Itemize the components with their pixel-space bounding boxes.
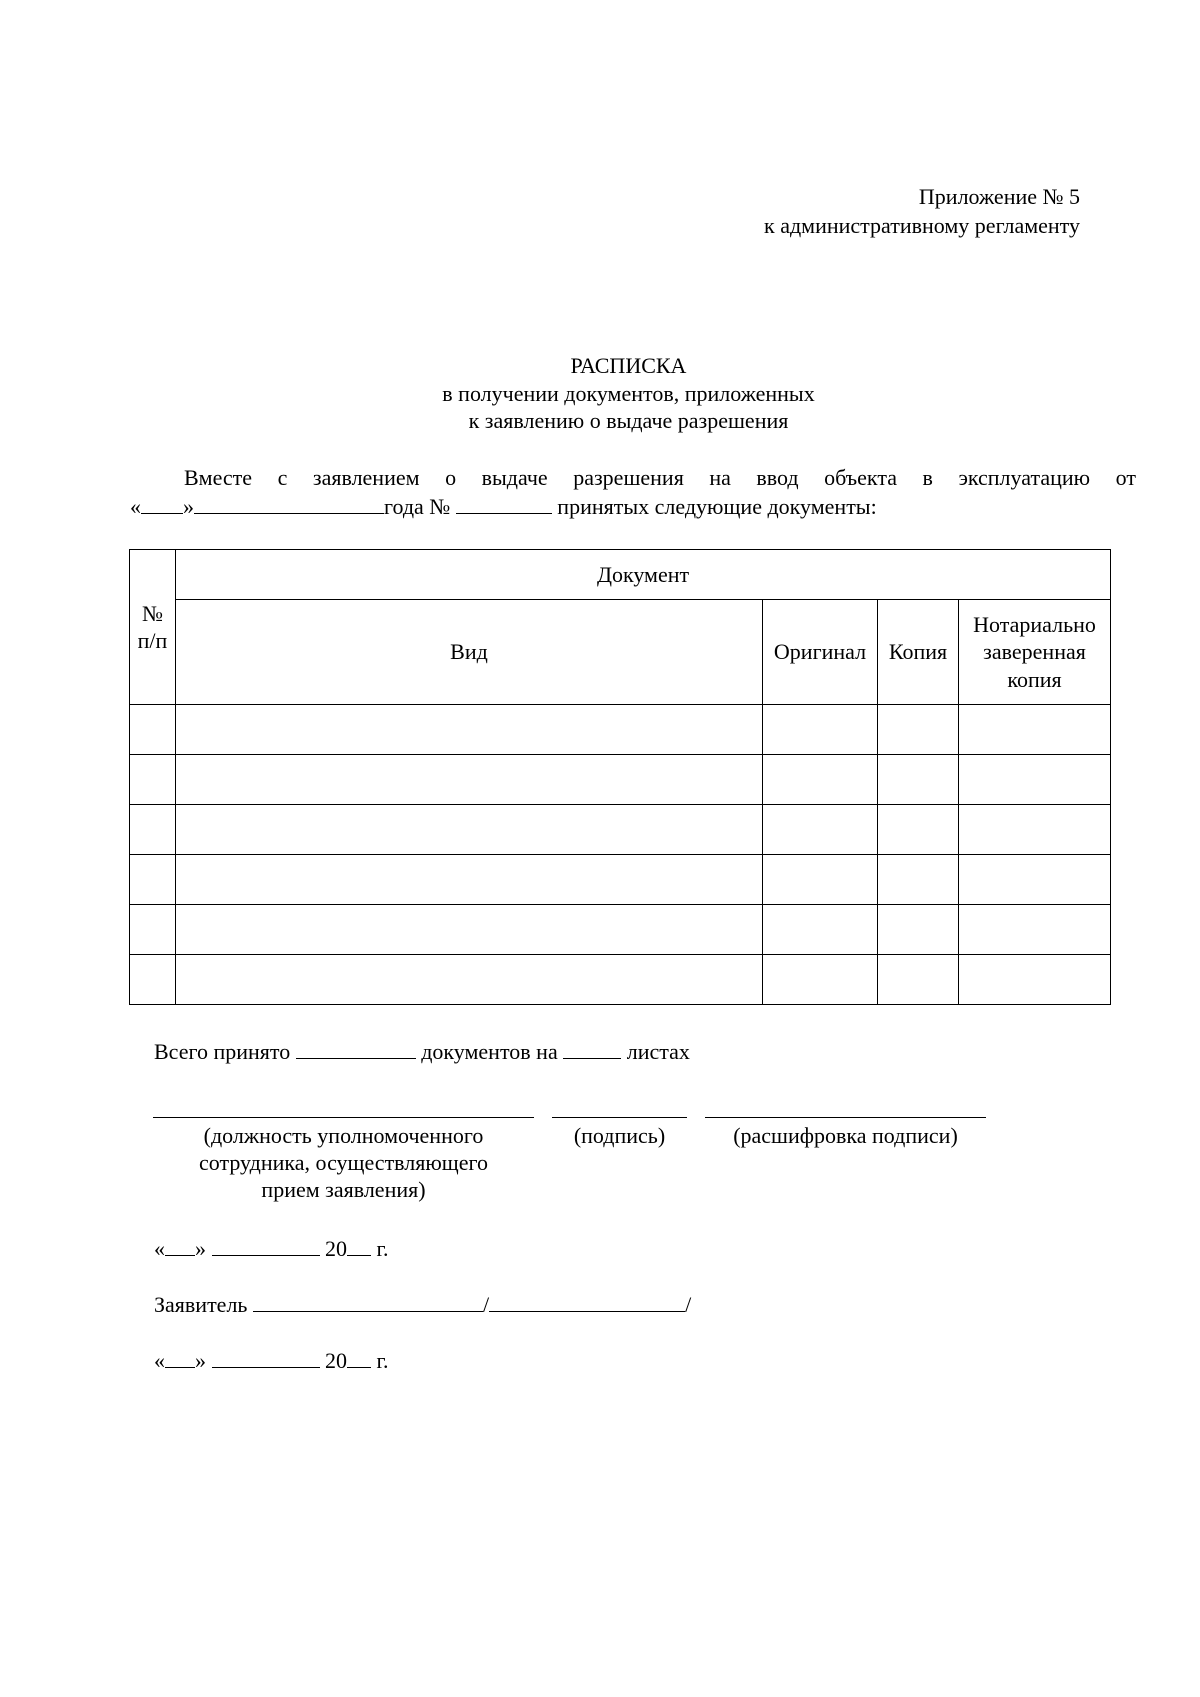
- table-row: [130, 755, 1111, 805]
- applicant-separator: /: [685, 1292, 692, 1317]
- row-kind-cell[interactable]: [176, 705, 763, 755]
- row-kind-cell[interactable]: [176, 755, 763, 805]
- date-close-quote: »: [183, 494, 194, 519]
- intro-word: с: [277, 465, 288, 490]
- intro-word: от: [1115, 465, 1136, 490]
- applicant-line: [154, 1293, 691, 1316]
- intro-line-2: [130, 495, 877, 518]
- number-blank: [456, 495, 552, 514]
- day-blank[interactable]: [165, 1237, 195, 1256]
- row-num-cell[interactable]: [130, 705, 176, 755]
- signature-caption: (подпись): [573, 1123, 666, 1148]
- row-copy-cell[interactable]: [878, 855, 959, 905]
- sheets-count-blank[interactable]: [563, 1040, 621, 1059]
- document-subtitle-2: к заявлению о выдаче разрешения: [468, 408, 789, 433]
- year-blank[interactable]: [347, 1237, 371, 1256]
- appendix-number: Приложение № 5: [918, 184, 1080, 209]
- date-open-quote: «: [154, 1236, 165, 1261]
- num-header: [130, 550, 176, 705]
- signature-line[interactable]: [552, 1117, 687, 1118]
- row-num-cell[interactable]: [130, 955, 176, 1005]
- row-notarized-cell[interactable]: [959, 855, 1111, 905]
- row-kind-cell[interactable]: [176, 805, 763, 855]
- row-copy-cell[interactable]: [878, 805, 959, 855]
- table-row: [130, 705, 1111, 755]
- date-open-quote: «: [154, 1348, 165, 1373]
- table-row: [130, 805, 1111, 855]
- table-row: [130, 855, 1111, 905]
- original-header: Оригинал: [763, 600, 878, 705]
- totals-line: [154, 1040, 690, 1063]
- year-prefix: 20: [325, 1236, 347, 1261]
- intro-word: эксплуатацию: [958, 465, 1091, 490]
- table-row: [130, 905, 1111, 955]
- intro-word: в: [922, 465, 933, 490]
- row-copy-cell[interactable]: [878, 955, 959, 1005]
- document-header: Документ: [176, 550, 1111, 600]
- row-notarized-cell[interactable]: [959, 755, 1111, 805]
- applicant-signature-blank[interactable]: [253, 1293, 483, 1312]
- row-num-cell[interactable]: [130, 805, 176, 855]
- row-original-cell[interactable]: [763, 705, 878, 755]
- month-blank[interactable]: [212, 1349, 320, 1368]
- documents-count-blank[interactable]: [296, 1040, 416, 1059]
- row-kind-cell[interactable]: [176, 905, 763, 955]
- intro-word: на: [709, 465, 731, 490]
- documents-table: [129, 549, 1111, 1005]
- notarized-header-line-3: копия: [1007, 666, 1062, 692]
- year-suffix: г.: [376, 1348, 389, 1373]
- row-original-cell[interactable]: [763, 755, 878, 805]
- appendix-reference: к административному регламенту: [764, 213, 1080, 238]
- year-blank[interactable]: [347, 1349, 371, 1368]
- row-num-cell[interactable]: [130, 855, 176, 905]
- signature-decode-line[interactable]: [705, 1117, 986, 1118]
- date-close-quote: »: [195, 1236, 206, 1261]
- intro-word: заявлением: [312, 465, 420, 490]
- position-caption: [153, 1122, 534, 1203]
- copy-header: Копия: [878, 600, 959, 705]
- row-original-cell[interactable]: [763, 905, 878, 955]
- notarized-header: [959, 600, 1111, 705]
- row-kind-cell[interactable]: [176, 955, 763, 1005]
- totals-suffix: листах: [626, 1039, 690, 1064]
- position-signature-line[interactable]: [153, 1117, 534, 1118]
- notarized-header-line-1: Нотариально: [973, 611, 1096, 637]
- position-caption-line-3: прием заявления): [261, 1177, 426, 1202]
- totals-middle: документов на: [421, 1039, 558, 1064]
- date-close-quote: »: [195, 1348, 206, 1373]
- row-num-cell[interactable]: [130, 905, 176, 955]
- row-num-cell[interactable]: [130, 755, 176, 805]
- row-original-cell[interactable]: [763, 955, 878, 1005]
- table-header-row-1: [130, 550, 1111, 600]
- intro-word: выдаче: [481, 465, 548, 490]
- applicant-label: Заявитель: [154, 1292, 248, 1317]
- row-copy-cell[interactable]: [878, 905, 959, 955]
- intro-line-1: [184, 467, 1136, 489]
- date-line-1: [154, 1237, 389, 1260]
- intro-word: ввод: [756, 465, 799, 490]
- row-notarized-cell[interactable]: [959, 905, 1111, 955]
- document-title: РАСПИСКА: [570, 353, 687, 378]
- row-notarized-cell[interactable]: [959, 805, 1111, 855]
- date-open-quote: «: [130, 494, 141, 519]
- row-notarized-cell[interactable]: [959, 955, 1111, 1005]
- num-header-text: п/п: [137, 628, 168, 653]
- totals-prefix: Всего принято: [154, 1039, 291, 1064]
- row-copy-cell[interactable]: [878, 705, 959, 755]
- table-header-row-2: [130, 600, 1111, 705]
- notarized-header-line-2: заверенная: [983, 639, 1086, 665]
- document-subtitle-1: в получении документов, приложенных: [442, 381, 815, 406]
- applicant-name-blank[interactable]: [489, 1293, 685, 1312]
- position-caption-line-1: (должность уполномоченного: [203, 1123, 484, 1148]
- date-line-2: [154, 1349, 389, 1372]
- row-kind-cell[interactable]: [176, 855, 763, 905]
- year-suffix: г.: [376, 1236, 389, 1261]
- intro-word: объекта: [824, 465, 897, 490]
- row-copy-cell[interactable]: [878, 755, 959, 805]
- num-header-sign: №: [142, 600, 163, 626]
- month-blank[interactable]: [212, 1237, 320, 1256]
- intro-tail: принятых следующие документы:: [557, 494, 877, 519]
- table-row: [130, 955, 1111, 1005]
- day-blank[interactable]: [165, 1349, 195, 1368]
- intro-word: разрешения: [573, 465, 684, 490]
- month-blank: [194, 495, 384, 514]
- year-number-label: года №: [384, 494, 451, 519]
- row-notarized-cell[interactable]: [959, 705, 1111, 755]
- row-original-cell[interactable]: [763, 805, 878, 855]
- intro-word: Вместе: [184, 465, 253, 490]
- intro-word: о: [445, 465, 457, 490]
- kind-header: Вид: [176, 600, 763, 705]
- row-original-cell[interactable]: [763, 855, 878, 905]
- position-caption-line-2: сотрудника, осуществляющего: [198, 1150, 488, 1175]
- applicant-separator: /: [482, 1292, 490, 1317]
- day-blank: [141, 495, 183, 514]
- year-prefix: 20: [325, 1348, 347, 1373]
- signature-decode-caption: (расшифровка подписи): [733, 1123, 958, 1148]
